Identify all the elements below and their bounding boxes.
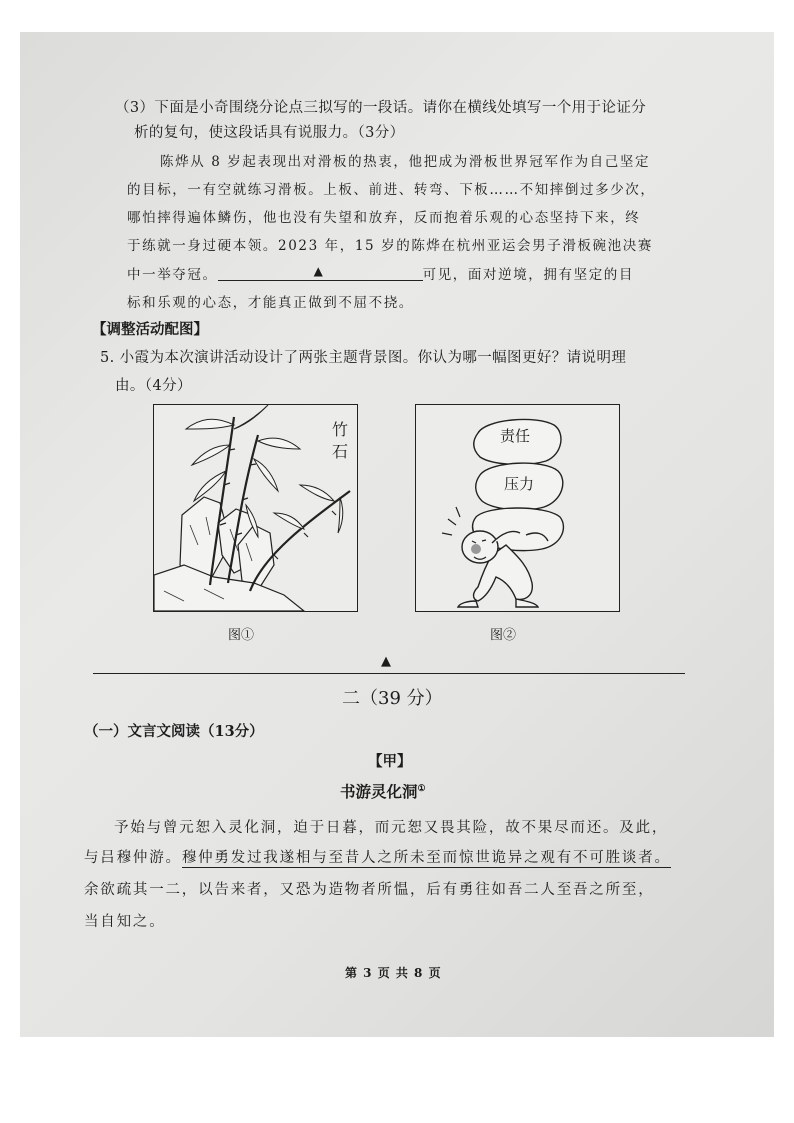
passage-line2 xyxy=(84,846,671,867)
passage-line2-start: 与吕穆仲游。 xyxy=(84,850,182,866)
image1-caption: 图① xyxy=(228,628,255,643)
footnote-marker: ① xyxy=(417,783,426,794)
passage-label-jia: 【甲】 xyxy=(368,753,412,770)
image-burden xyxy=(415,404,620,612)
q5-line1: 5. 小霞为本次演讲活动设计了两张主题背景图。你认为哪一幅图更好？请说明理 xyxy=(100,350,627,366)
image-bamboo-stone xyxy=(153,404,358,612)
image1-text-stone: 石 xyxy=(332,442,349,461)
image2-text-pressure: 压力 xyxy=(504,475,535,493)
passage-line4: 当自知之。 xyxy=(84,914,166,930)
document-photo xyxy=(20,32,774,1037)
q3-line2: 析的复句，使这段话具有说服力。（3分） xyxy=(134,125,405,141)
answer-triangle-icon: ▲ xyxy=(381,654,391,669)
answer-line xyxy=(93,673,685,674)
image1-text-bamboo: 竹 xyxy=(332,420,349,439)
q3-line1: （3）下面是小奇围绕分论点三拟写的一段话。请你在横线处填写一个用于论证分 xyxy=(115,100,647,116)
part2-heading: 二（39 分） xyxy=(342,688,443,709)
passage-heading-text: 书游灵化洞 xyxy=(340,782,418,801)
paragraph-line3: 哪怕摔得遍体鳞伤，他也没有失望和放弃，反而抱着乐观的心态坚持下来，终 xyxy=(127,210,641,226)
answer-blank[interactable] xyxy=(218,266,423,281)
paragraph-line6: 标和乐观的心态，才能真正做到不屈不挠。 xyxy=(127,295,414,311)
bamboo-stone-illustration xyxy=(154,405,357,611)
paragraph-line5 xyxy=(127,263,634,283)
image2-caption: 图② xyxy=(490,628,517,643)
passage-line1: 予始与曾元恕入灵化洞，迫于日暮，而元恕又畏其险，故不果尽而还。及此， xyxy=(114,820,669,836)
page-number: 第 3 页 共 8 页 xyxy=(345,966,442,980)
paragraph-line4: 于练就一身过硬本领。2023 年，15 岁的陈烨在杭州亚运会男子滑板碗池决赛 xyxy=(127,238,653,254)
paragraph-line2: 的目标，一有空就练习滑板。上板、前进、转弯、下板……不知摔倒过多少次， xyxy=(127,182,656,198)
image2-text-responsibility: 责任 xyxy=(500,427,531,445)
triangle-icon: ▲ xyxy=(313,264,325,278)
paragraph-line1: 陈烨从 8 岁起表现出对滑板的热衷，他把成为滑板世界冠军作为自己坚定 xyxy=(160,154,651,170)
image1-text xyxy=(332,419,348,463)
classical-reading-title: （一）文言文阅读（13分） xyxy=(84,723,264,740)
section-adjust-heading: 【调整活动配图】 xyxy=(92,321,208,338)
q5-line2: 由。（4分） xyxy=(115,378,192,394)
passage-underlined-sentence: 穆仲勇发过我遂相与至昔人之所未至而惊世诡异之观有不可胜谈者。 xyxy=(181,850,671,866)
passage-line3: 余欲疏其一二，以告来者，又恐为造物者所愠，后有勇往如吾二人至吾之所至， xyxy=(84,882,655,898)
paragraph-line5-start: 中一举夺冠。 xyxy=(127,267,218,283)
paragraph-line5-end: 可见，面对逆境，拥有坚定的目 xyxy=(422,267,635,283)
passage-heading xyxy=(340,780,426,802)
